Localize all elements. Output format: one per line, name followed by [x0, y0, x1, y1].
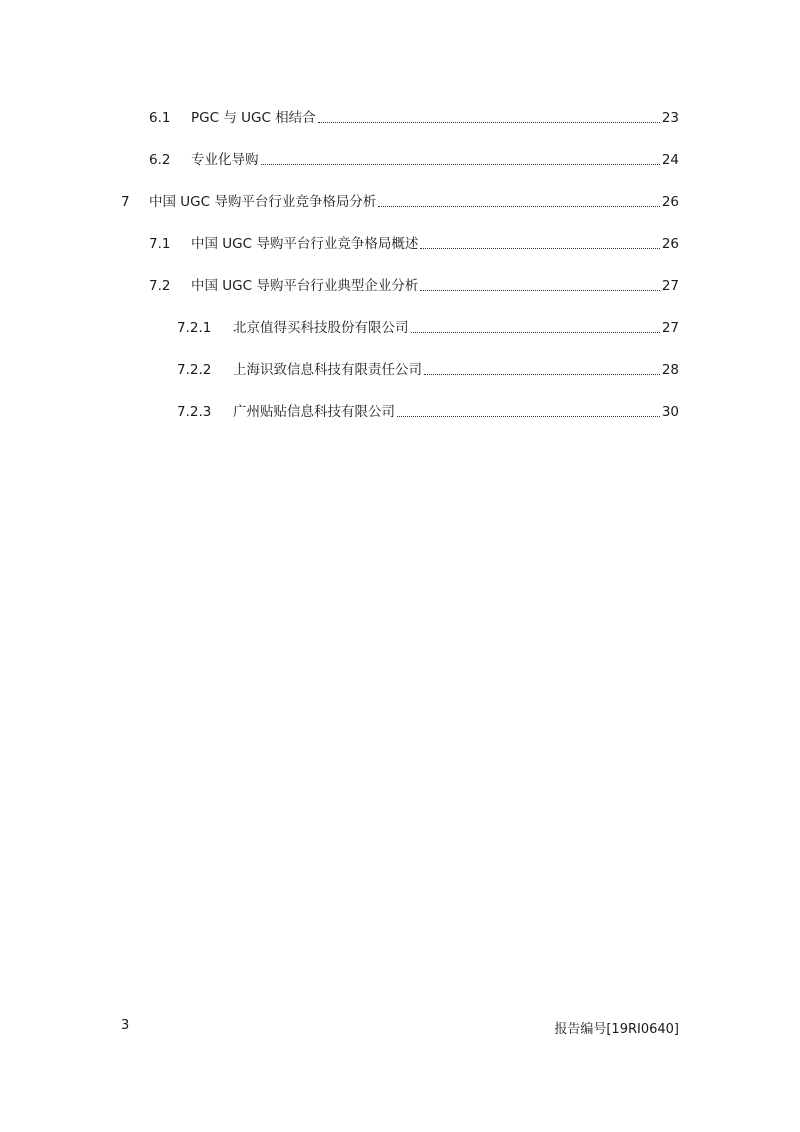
toc-entry-page: 26 [661, 236, 679, 252]
toc-entry-7-2-3[interactable] [177, 402, 679, 422]
page-number: 3 [121, 1018, 130, 1033]
toc-dot-leader [420, 290, 659, 291]
report-id: 报告编号[19RI0640] [554, 1022, 679, 1037]
toc-dot-leader [318, 122, 660, 123]
toc-dot-leader [261, 164, 660, 165]
toc-entry-title: 专业化导购 [191, 152, 259, 168]
page-footer [121, 1018, 679, 1037]
toc-entry-7-2-2[interactable] [177, 360, 679, 380]
toc-entry-title: 上海识致信息科技有限责任公司 [233, 362, 422, 378]
toc-entry-7[interactable] [121, 192, 679, 212]
toc-entry-number: 7.2.3 [177, 404, 212, 420]
toc-entry-number: 7 [121, 194, 130, 210]
toc-entry-number: 7.2.2 [177, 362, 212, 378]
toc-entry-page: 23 [661, 110, 679, 126]
toc-entry-page: 26 [661, 194, 679, 210]
toc-entry-number: 6.2 [149, 152, 171, 168]
toc-entry-page: 24 [661, 152, 679, 168]
toc-entry-title: 北京值得买科技股份有限公司 [233, 320, 409, 336]
toc-entry-page: 27 [661, 278, 679, 294]
toc-dot-leader [424, 374, 660, 375]
toc-entry-title: 中国 UGC 导购平台行业竞争格局分析 [149, 194, 377, 210]
toc-entry-number: 6.1 [149, 110, 171, 126]
toc-entry-6-1[interactable] [149, 108, 679, 128]
toc-entry-number: 7.2 [149, 278, 171, 294]
toc-dot-leader [411, 332, 660, 333]
toc-entry-title: 中国 UGC 导购平台行业竞争格局概述 [191, 236, 419, 252]
toc-entry-title: 广州贴贴信息科技有限公司 [233, 404, 395, 420]
toc-dot-leader [397, 416, 660, 417]
toc-entry-number: 7.1 [149, 236, 171, 252]
toc-entry-number: 7.2.1 [177, 320, 212, 336]
toc-entry-7-2[interactable] [149, 276, 679, 296]
toc-entry-page: 27 [661, 320, 679, 336]
toc-entry-page: 30 [661, 404, 679, 420]
toc-entry-6-2[interactable] [149, 150, 679, 170]
toc-dot-leader [378, 206, 659, 207]
toc-entry-7-2-1[interactable] [177, 318, 679, 338]
toc-entry-title: 中国 UGC 导购平台行业典型企业分析 [191, 278, 419, 294]
toc-entry-7-1[interactable] [149, 234, 679, 254]
toc-entry-page: 28 [661, 362, 679, 378]
toc-dot-leader [420, 248, 659, 249]
toc-entry-title: PGC 与 UGC 相结合 [191, 110, 316, 126]
